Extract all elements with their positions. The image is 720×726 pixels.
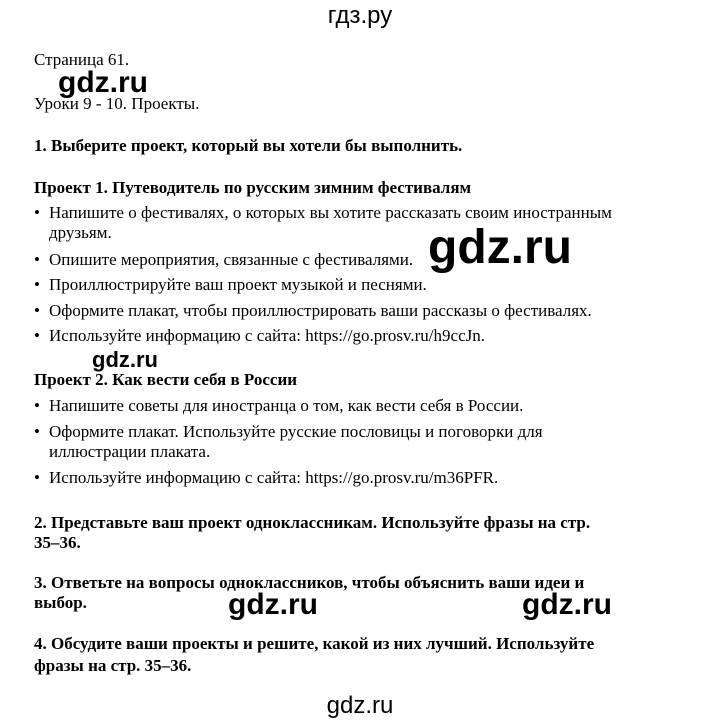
site-header: гдз.ру [327, 2, 393, 29]
list-item-text: Проиллюстрируйте ваш проект музыкой и песнями. [49, 275, 427, 294]
bullet-icon: • [34, 203, 40, 222]
list-item-text: Используйте информацию с сайта: https://go.prosv.ru/m36PFR. [49, 468, 499, 487]
task-3-line-1: 3. Ответьте на вопросы одноклассников, чтобы объяснить ваши идеи и [34, 573, 585, 592]
task-3-line-2: выбор. [34, 593, 87, 612]
list-item-text: Опишите мероприятия, связанные с фестивалями. [49, 250, 414, 269]
project-1-title: Проект 1. Путеводитель по русским зимним фестивалям [34, 178, 472, 197]
list-item-text: иллюстрации плаката. [49, 442, 211, 461]
bullet-icon: • [34, 301, 40, 320]
list-item-text: Оформите плакат. Используйте русские пословицы и поговорки для [49, 422, 543, 441]
watermark: gdz.ru [428, 221, 572, 274]
lesson-title: Уроки 9 - 10. Проекты. [34, 94, 200, 113]
bullet-icon: • [34, 422, 40, 441]
task-1: 1. Выберите проект, который вы хотели бы выполнить. [34, 136, 463, 155]
task-4-line-1: 4. Обсудите ваши проекты и решите, какой из них лучший. Используйте [34, 634, 595, 653]
bullet-icon: • [34, 250, 40, 269]
task-4-line-2: фразы на стр. 35–36. [34, 656, 192, 675]
bullet-icon: • [34, 396, 40, 415]
watermark: gdz.ru [92, 347, 158, 372]
watermark: gdz.ru [58, 66, 148, 99]
page-label: Страница 61. [34, 50, 130, 69]
list-item-text: Оформите плакат, чтобы проиллюстрировать ваши рассказы о фестивалях. [49, 301, 592, 320]
site-footer: gdz.ru [326, 692, 394, 719]
watermark: gdz.ru [228, 588, 318, 621]
list-item-text: Напишите о фестивалях, о которых вы хотите рассказать своим иностранным [49, 203, 612, 222]
list-item-text: Напишите советы для иностранца о том, как вести себя в России. [49, 396, 524, 415]
bullet-icon: • [34, 326, 40, 345]
list-item-text: Используйте информацию с сайта: https://go.prosv.ru/h9ccJn. [49, 326, 485, 345]
list-item-text: друзьям. [49, 223, 112, 242]
task-2-line-2: 35–36. [34, 533, 81, 552]
task-2-line-1: 2. Представьте ваш проект одноклассникам. Используйте фразы на стр. [34, 513, 591, 532]
watermark: gdz.ru [522, 588, 612, 621]
project-2-title: Проект 2. Как вести себя в России [34, 370, 298, 389]
bullet-icon: • [34, 275, 40, 294]
bullet-icon: • [34, 468, 40, 487]
